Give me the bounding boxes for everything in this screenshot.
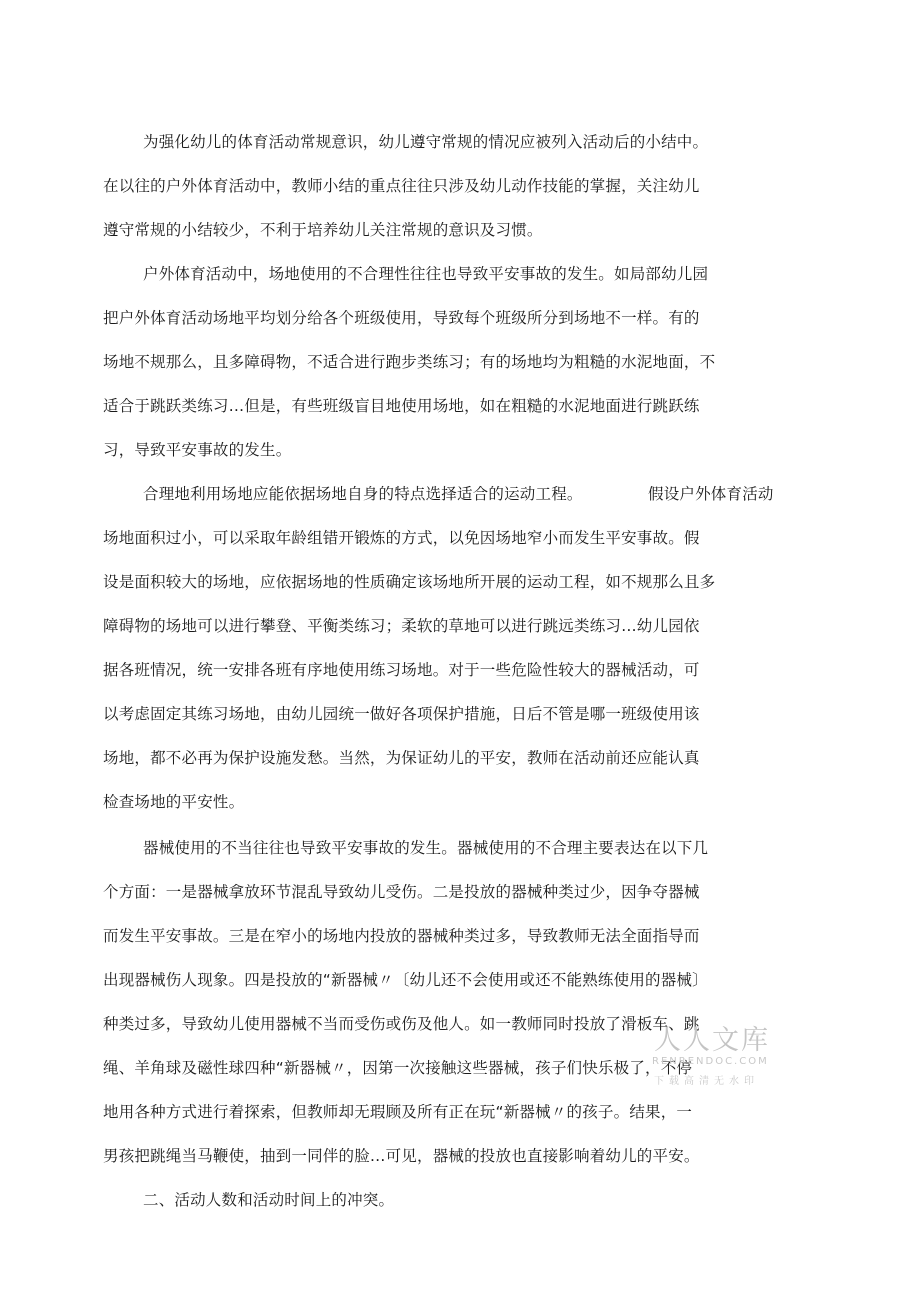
text-line: 场地不规那么，且多障碍物，不适合进行跑步类练习；有的场地均为粗糙的水泥地面，不 xyxy=(103,353,716,371)
watermark-title: 人人文库 xyxy=(654,1025,770,1056)
watermark-domain: RENRENDOC.COM xyxy=(652,1056,769,1067)
text-line: 地用各种方式进行着探索，但教师却无瑕顾及所有正在玩“新器械〃的孩子。结果，一 xyxy=(103,1103,693,1121)
watermark-subtitle: 下载高清无水印 xyxy=(654,1076,759,1087)
text-line: 户外体育活动中，场地使用的不合理性往往也导致平安事故的发生。如局部幼儿园 xyxy=(143,265,709,283)
text-line: 种类过多，导致幼儿使用器械不当而受伤或伤及他人。如一教师同时投放了滑板车、跳 xyxy=(103,1015,700,1033)
text-line: 合理地利用场地应能依据场地自身的特点选择适合的运动工程。 xyxy=(143,485,583,503)
text-line: 而发生平安事故。三是在窄小的场地内投放的器械种类过多，导致教师无法全面指导而 xyxy=(103,927,700,945)
text-line: 据各班情况，统一安排各班有序地使用练习场地。对于一些危险性较大的器械活动，可 xyxy=(103,661,700,679)
text-line: 场地，都不必再为保护设施发愁。当然，为保证幼儿的平安，教师在活动前还应能认真 xyxy=(103,749,700,767)
text-line: 适合于跳跃类练习…但是，有些班级盲目地使用场地，如在粗糙的水泥地面进行跳跃练 xyxy=(103,397,700,415)
text-line: 为强化幼儿的体育活动常规意识，幼儿遵守常规的情况应被列入活动后的小结中。 xyxy=(143,133,709,151)
text-line: 以考虑固定其练习场地，由幼儿园统一做好各项保护措施，日后不管是哪一班级使用该 xyxy=(103,705,700,723)
section-heading: 二、活动人数和活动时间上的冲突。 xyxy=(143,1191,395,1209)
text-line: 把户外体育活动场地平均划分给各个班级使用，导致每个班级所分到场地不一样。有的 xyxy=(103,309,700,327)
text-line: 检查场地的平安性。 xyxy=(103,793,245,811)
text-line: 设是面积较大的场地，应依据场地的性质确定该场地所开展的运动工程，如不规那么且多 xyxy=(103,573,716,591)
text-line: 出现器械伤人现象。四是投放的“新器械〃〔幼儿还不会使用或还不能熟练使用的器械〕 xyxy=(103,971,708,989)
text-line: 习，导致平安事故的发生。 xyxy=(103,441,292,459)
text-line: 障碍物的场地可以进行攀登、平衡类练习；柔软的草地可以进行跳远类练习…幼儿园依 xyxy=(103,617,700,635)
text-line: 遵守常规的小结较少，不利于培养幼儿关注常规的意识及习惯。 xyxy=(103,221,543,239)
text-line: 假设户外体育活动 xyxy=(648,485,774,503)
text-line: 个方面：一是器械拿放环节混乱导致幼儿受伤。二是投放的器械种类过少，因争夺器械 xyxy=(103,883,700,901)
text-line: 男孩把跳绳当马鞭使，抽到一同伴的脸…可见，器械的投放也直接影响着幼儿的平安。 xyxy=(103,1147,700,1165)
text-line: 器械使用的不当往往也导致平安事故的发生。器械使用的不合理主要表达在以下几 xyxy=(143,839,709,857)
text-line: 场地面积过小，可以采取年龄组错开锻炼的方式，以免因场地窄小而发生平安事故。假 xyxy=(103,529,700,547)
text-line: 绳、羊角球及磁性球四种“新器械〃，因第一次接触这些器械，孩子们快乐极了，不停 xyxy=(103,1059,693,1077)
text-line: 在以往的户外体育活动中，教师小结的重点往往只涉及幼儿动作技能的掌握，关注幼儿 xyxy=(103,177,700,195)
